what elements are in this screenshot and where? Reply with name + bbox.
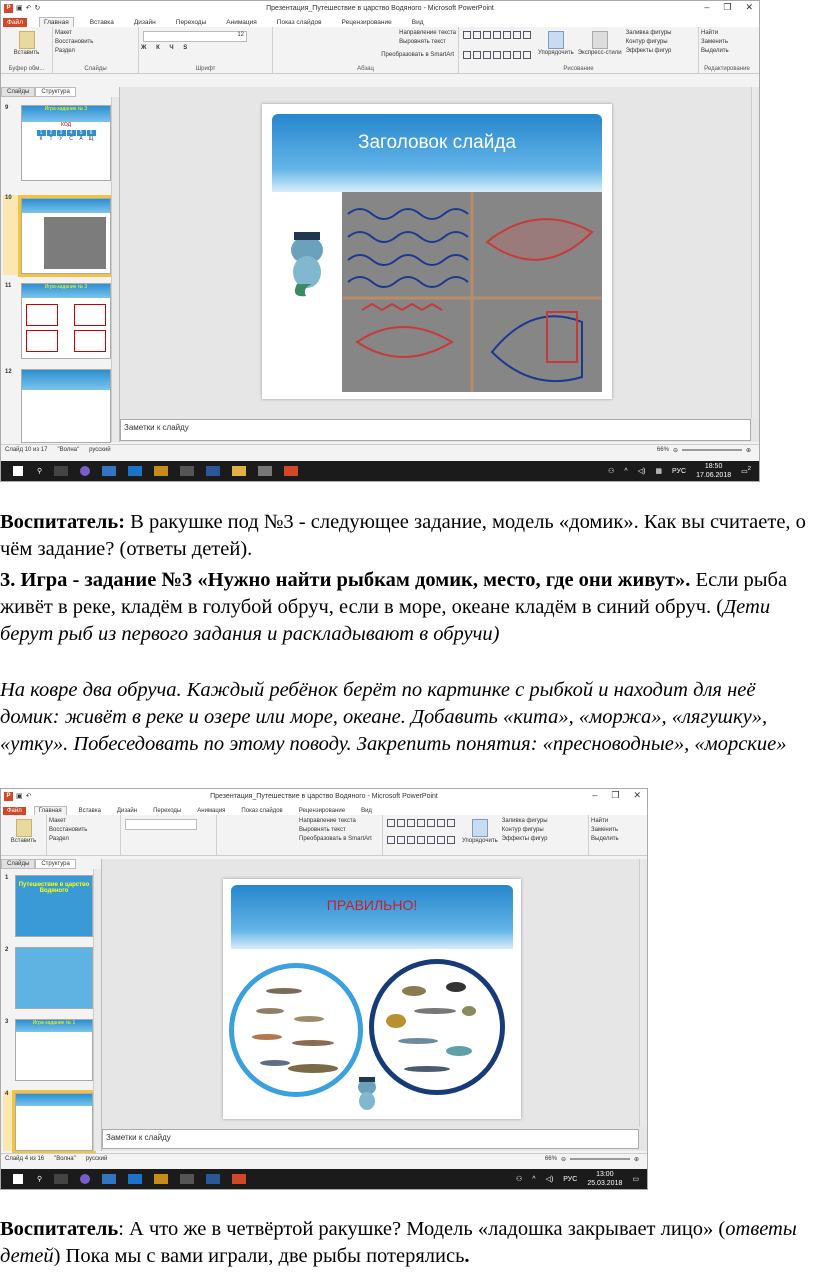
group-label: Редактирование	[704, 66, 750, 72]
group-font	[139, 27, 273, 73]
window-controls	[704, 2, 753, 13]
paragraph-italic: ответы детей	[0, 1218, 797, 1267]
effects-button[interactable]: Эффекты фигур	[625, 48, 672, 54]
code-letters	[22, 136, 110, 142]
tab-file[interactable]: Файл	[3, 18, 27, 27]
code-digit: 6	[87, 130, 96, 136]
tab-animation[interactable]: Анимация	[226, 19, 257, 26]
store-icon[interactable]	[154, 466, 168, 476]
tab-slides[interactable]: Слайды	[1, 859, 35, 869]
search-icon[interactable]: ⚲	[37, 1176, 43, 1183]
slide-canvas[interactable]	[223, 879, 521, 1119]
viber-icon[interactable]	[80, 466, 90, 476]
slide-number: 1	[5, 875, 9, 881]
group-label: Рисование	[563, 66, 594, 72]
layout-button[interactable]: Макет	[49, 818, 66, 824]
slide-title: ПРАВИЛЬНО!	[326, 897, 418, 913]
text-direction-button[interactable]: Направление текста	[399, 30, 456, 36]
screenshot-powerpoint-1	[0, 0, 760, 482]
paragraph-italic: На ковре два обруча. Каждый ребёнок берёт по картинке с рыбкой и находит для неё домик: живёт в реке и озере или море, океане. Добавить «кита», «моржа», «лягушку», «утку». Побеседовать по этому поводу. Закрепить понятия: «пресноводные», «морские»	[0, 679, 787, 755]
thumb-card	[26, 304, 58, 326]
smartart-button[interactable]: Преобразовать в SmartArt	[381, 52, 454, 58]
slide-thumbnail[interactable]	[15, 1093, 93, 1151]
panel-scrollbar[interactable]	[93, 869, 101, 1151]
tab-home[interactable]: Главная	[34, 806, 67, 815]
slide-number: 4	[5, 1091, 9, 1097]
zoom-out-icon[interactable]: ⊖	[560, 1156, 566, 1163]
paragraph-end: .	[464, 1245, 470, 1267]
window-title: Презентация_Путешествие в царство Водяного - Microsoft PowerPoint	[266, 4, 494, 12]
align-text-button[interactable]: Выровнять текст	[399, 39, 446, 45]
tab-design[interactable]: Дизайн	[116, 808, 138, 814]
slide-thumbnail[interactable]	[15, 875, 93, 937]
mail-icon[interactable]	[180, 1174, 194, 1184]
clock[interactable]	[587, 1170, 622, 1188]
section-button[interactable]: Раздел	[49, 836, 69, 842]
tab-review[interactable]: Рецензирование	[298, 808, 346, 814]
group-clipboard	[1, 815, 47, 855]
restore-button[interactable]: Восстановить	[49, 827, 88, 833]
slides-panel	[1, 859, 102, 1151]
thumb-row[interactable]	[3, 947, 93, 1013]
chevron-up-icon[interactable]: ^	[624, 467, 628, 475]
windows-start-icon[interactable]	[13, 1174, 23, 1184]
code-letter: К	[39, 136, 43, 142]
group-editing	[699, 27, 755, 73]
work-area	[1, 859, 647, 1151]
paste-button[interactable]: Вставить	[10, 838, 37, 844]
outline-button[interactable]: Контур фигуры	[501, 827, 544, 833]
tab-transitions[interactable]: Переходы	[153, 808, 182, 814]
powerpoint-icon: P	[4, 792, 13, 801]
tab-outline[interactable]: Структура	[35, 859, 75, 869]
thumb-card	[26, 330, 58, 352]
slide-header-band	[231, 885, 513, 949]
tab-design[interactable]: Дизайн	[133, 19, 156, 26]
screenshot-powerpoint-2	[0, 788, 648, 1190]
code-digit: 2	[47, 130, 56, 136]
redo-icon[interactable]: ↻	[34, 5, 41, 12]
replace-button[interactable]: Заменить	[701, 39, 728, 45]
save-icon[interactable]: ▣	[16, 793, 23, 800]
font-size-field[interactable]	[143, 31, 247, 42]
arrange-button[interactable]: Упорядочить	[462, 838, 498, 844]
game-heading: 3. Игра - задание №3 «Нужно найти рыбкам домик, место, где они живут».	[0, 569, 691, 591]
restore-icon[interactable]: ❐	[723, 2, 732, 12]
outline-button[interactable]: Контур фигуры	[625, 39, 668, 45]
code-letter: У	[59, 136, 63, 142]
paragraph-text: ) Пока мы с вами играли, две рыбы потерялись	[53, 1245, 465, 1267]
thumb-card	[74, 330, 106, 352]
zoom-control[interactable]	[657, 447, 751, 454]
zoom-out-icon[interactable]: ⊖	[672, 447, 678, 454]
select-button[interactable]: Выделить	[701, 48, 729, 54]
slide-title: Заголовок слайда	[357, 132, 517, 153]
zoom-in-icon[interactable]: ⊕	[633, 1156, 639, 1163]
thumb-picture	[44, 217, 106, 269]
slide-number: 11	[5, 283, 12, 289]
paragraph-italic: Дети берут рыб из первого задания и раскладывают в обручи)	[0, 596, 771, 645]
status-bar	[1, 1153, 647, 1164]
powerpoint-icon: P	[4, 4, 13, 13]
tab-animation[interactable]: Анимация	[197, 808, 226, 814]
system-tray	[516, 1170, 647, 1188]
zoom-control[interactable]	[545, 1156, 639, 1163]
clock-time: 18:50	[704, 463, 723, 470]
thumb-title: Путешествие в царство Водяного	[18, 882, 90, 894]
status-bar	[1, 444, 759, 455]
slide-thumbnail[interactable]	[21, 369, 111, 443]
theme-name: "Волна"	[54, 1156, 76, 1162]
panel-tabs	[1, 859, 101, 869]
slide-number: 3	[5, 1019, 9, 1025]
viber-icon[interactable]	[80, 1174, 90, 1184]
tray-language[interactable]: РУС	[563, 1175, 578, 1183]
align-text-button[interactable]: Выровнять текст	[299, 827, 346, 833]
zoom-in-icon[interactable]: ⊕	[745, 447, 751, 454]
zoom-slider[interactable]	[682, 449, 742, 451]
panel-scrollbar[interactable]	[111, 97, 119, 442]
clock-date: 17.06.2018	[696, 472, 732, 479]
zoom-slider[interactable]	[570, 1158, 630, 1160]
code-letter: Щ	[88, 136, 94, 142]
paste-icon[interactable]	[16, 819, 32, 837]
paragraph-text: Если рыба живёт в реке, кладём в голубой обруч, если в море, океане кладём в синий обруч. (	[0, 569, 788, 618]
slide-number: 10	[5, 195, 12, 201]
paragraph-teacher-question	[0, 509, 816, 563]
notes-pane[interactable]	[102, 1129, 639, 1149]
undo-icon[interactable]: ↶	[25, 5, 32, 12]
slide-thumbnail[interactable]	[21, 283, 111, 359]
smartart-button[interactable]: Преобразовать в SmartArt	[299, 836, 372, 842]
volume-icon[interactable]: ◁)	[545, 1176, 554, 1183]
font-name-field[interactable]	[125, 819, 197, 830]
find-button[interactable]: Найти	[591, 818, 609, 824]
slide-scrollbar[interactable]	[639, 859, 647, 1127]
photos-icon[interactable]	[258, 466, 272, 476]
word-icon[interactable]	[206, 466, 220, 476]
group-font	[121, 815, 217, 855]
notes-placeholder: Заметки к слайду	[106, 1133, 171, 1142]
layout-button[interactable]: Макет	[55, 30, 72, 36]
paste-icon[interactable]	[19, 31, 35, 49]
notes-pane[interactable]	[120, 419, 751, 441]
group-drawing	[459, 27, 699, 73]
code-digit: 1	[37, 130, 46, 136]
task-view-icon[interactable]	[54, 1174, 68, 1184]
code-digit: 3	[57, 130, 66, 136]
paragraph-instructions	[0, 677, 816, 758]
paragraph-fourth-shell	[0, 1216, 816, 1270]
store-icon[interactable]	[154, 1174, 168, 1184]
arrange-button[interactable]: Упорядочить	[538, 50, 574, 56]
express-styles-icon[interactable]	[592, 31, 608, 49]
paste-button[interactable]: Вставить	[13, 50, 40, 56]
fill-button[interactable]: Заливка фигуры	[625, 30, 672, 36]
ribbon-tabs	[1, 15, 759, 27]
powerpoint-taskbar-icon[interactable]	[232, 1174, 246, 1184]
group-slides	[47, 815, 121, 855]
paragraph-game-task	[0, 567, 816, 648]
thumb-card	[74, 304, 106, 326]
edge-icon[interactable]	[128, 466, 142, 476]
express-styles-button[interactable]: Экспресс-стили	[577, 50, 622, 56]
sea-hoop	[369, 959, 505, 1095]
tab-slideshow[interactable]: Показ слайдов	[241, 808, 283, 814]
code-letter: Т	[49, 136, 53, 142]
search-icon[interactable]: ⚲	[37, 468, 43, 475]
select-button[interactable]: Выделить	[591, 836, 619, 842]
tab-slides[interactable]: Слайды	[1, 87, 35, 97]
edge-icon[interactable]	[128, 1174, 142, 1184]
volume-icon[interactable]: ◁)	[637, 468, 646, 475]
undo-icon[interactable]: ↶	[25, 793, 32, 800]
work-area	[1, 87, 759, 442]
powerpoint-taskbar-icon[interactable]	[284, 466, 298, 476]
replace-button[interactable]: Заменить	[591, 827, 618, 833]
group-paragraph	[273, 27, 459, 73]
group-label: Буфер обм...	[8, 66, 45, 72]
notes-placeholder: Заметки к слайду	[124, 423, 189, 432]
notifications-icon[interactable]: ▭$^2$	[741, 466, 751, 476]
slides-panel	[1, 87, 120, 442]
ribbon	[1, 27, 759, 74]
people-icon[interactable]: ⚇	[516, 1176, 523, 1183]
arrange-icon[interactable]	[472, 819, 488, 837]
windows-start-icon[interactable]	[13, 466, 23, 476]
code-digit: 5	[77, 130, 86, 136]
language: русский	[89, 447, 111, 453]
notifications-icon[interactable]: ▭	[632, 1176, 639, 1183]
zoom-level: 66%	[544, 1156, 557, 1162]
network-icon[interactable]: ▦	[655, 468, 663, 475]
group-label: Шрифт	[195, 66, 216, 72]
text-direction-button[interactable]: Направление текста	[299, 818, 356, 824]
tab-insert[interactable]: Вставка	[89, 19, 114, 26]
tab-review[interactable]: Рецензирование	[341, 19, 392, 26]
slide-canvas[interactable]	[262, 104, 612, 399]
notification-count: 2	[747, 466, 751, 473]
slide-thumbnail[interactable]	[15, 1019, 93, 1081]
code-digit: 4	[67, 130, 76, 136]
tray-language[interactable]: РУС	[672, 467, 687, 475]
taskbar	[1, 1169, 647, 1189]
code-letter: С	[69, 136, 73, 142]
tab-file[interactable]: Файл	[3, 807, 26, 815]
tab-insert[interactable]: Вставка	[78, 808, 101, 814]
paragraph-text: В ракушке под №3 - следующее задание, модель «домик». Как вы считаете, о чём задание? (ответы детей).	[0, 511, 806, 560]
restore-button[interactable]: Восстановить	[55, 39, 94, 45]
tab-transitions[interactable]: Переходы	[175, 19, 207, 26]
slide-number: 9	[5, 105, 9, 111]
close-icon[interactable]: ✕	[745, 2, 753, 12]
find-button[interactable]: Найти	[701, 30, 719, 36]
fish-drawings-photo	[342, 192, 602, 392]
taskbar	[1, 461, 759, 481]
section-button[interactable]: Раздел	[55, 48, 75, 54]
arrange-icon[interactable]	[548, 31, 564, 49]
shapes-gallery[interactable]	[463, 31, 532, 69]
thumb-title: Игра-задание № 3	[22, 284, 110, 298]
mail-icon[interactable]	[180, 466, 194, 476]
thumb-row-selected[interactable]	[3, 1091, 93, 1151]
thumb-code-word: КОД	[60, 122, 72, 128]
slide-thumbnail[interactable]	[21, 198, 111, 274]
slide-counter: Слайд 4 из 16	[5, 1156, 45, 1162]
thumb-row[interactable]	[3, 1019, 93, 1085]
save-icon[interactable]: ▣	[16, 5, 23, 12]
fill-button[interactable]: Заливка фигуры	[501, 818, 548, 824]
shapes-gallery[interactable]	[387, 819, 456, 851]
slide-counter: Слайд 10 из 17	[5, 447, 48, 453]
clock-date: 25.03.2018	[587, 1180, 623, 1187]
window-title: Презентация_Путешествие в царство Водяного - Microsoft PowerPoint	[210, 792, 438, 800]
thumb-title: Игра-задание № 1	[16, 1020, 92, 1032]
group-drawing	[383, 815, 589, 855]
waterman-icon	[272, 222, 342, 302]
tab-view[interactable]: Вид	[411, 19, 424, 26]
thumb-row[interactable]	[3, 283, 111, 363]
slide-number: 2	[5, 947, 9, 953]
ribbon	[1, 815, 647, 856]
ribbon-tabs	[1, 803, 647, 815]
effects-button[interactable]: Эффекты фигур	[501, 836, 548, 842]
thumb-row[interactable]	[3, 875, 93, 941]
clock-time: 13:00	[596, 1171, 614, 1178]
files-icon[interactable]	[102, 1174, 116, 1184]
chevron-up-icon[interactable]: ^	[532, 1175, 536, 1183]
clock[interactable]	[696, 462, 731, 480]
thumb-row[interactable]	[3, 105, 111, 185]
slide-scrollbar[interactable]	[751, 87, 759, 418]
code-letter: А	[79, 136, 83, 142]
title-bar	[1, 789, 647, 803]
word-icon[interactable]	[206, 1174, 220, 1184]
slide-number: 12	[5, 369, 12, 375]
group-paragraph	[217, 815, 383, 855]
river-hoop	[229, 963, 363, 1097]
font-size-value: 12	[237, 32, 244, 38]
slide-thumbnail[interactable]	[21, 105, 111, 181]
theme-name: "Волна"	[57, 447, 80, 453]
close-icon[interactable]: ✕	[633, 790, 641, 800]
minimize-icon[interactable]: –	[704, 2, 710, 12]
speaker-label: Воспитатель:	[0, 511, 126, 533]
tab-view[interactable]: Вид	[361, 808, 372, 814]
title-bar	[1, 1, 759, 15]
thumb-row-selected[interactable]	[3, 195, 111, 275]
tab-outline[interactable]: Структура	[35, 87, 75, 97]
panel-tabs	[1, 87, 119, 97]
group-clipboard	[1, 27, 53, 73]
slide-thumbnail[interactable]	[15, 947, 93, 1009]
system-tray	[608, 462, 759, 480]
language: русский	[85, 1156, 108, 1162]
waterman-icon	[349, 1073, 385, 1113]
task-view-icon[interactable]	[54, 466, 68, 476]
window-controls	[592, 790, 641, 801]
paragraph-text: : А что же в четвёртой ракушке? Модель «ладошка закрывает лицо» (	[118, 1218, 726, 1240]
thumb-row[interactable]	[3, 369, 111, 441]
thumb-title: Игра-задание № 3	[22, 106, 110, 122]
group-editing	[589, 815, 641, 855]
files-icon[interactable]	[102, 466, 116, 476]
people-icon[interactable]: ⚇	[608, 468, 615, 475]
minimize-icon[interactable]: –	[592, 790, 598, 800]
tab-slideshow[interactable]: Показ слайдов	[276, 19, 322, 26]
explorer-icon[interactable]	[232, 466, 246, 476]
speaker-label: Воспитатель	[0, 1218, 119, 1240]
tab-home[interactable]: Главная	[39, 17, 74, 27]
group-label: Абзац	[357, 66, 374, 72]
restore-icon[interactable]: ❐	[611, 790, 620, 800]
zoom-level: 66%	[656, 447, 669, 453]
font-format-buttons[interactable]: Ж К Ч S	[141, 45, 192, 51]
group-label: Слайды	[84, 66, 107, 72]
group-slides	[53, 27, 139, 73]
